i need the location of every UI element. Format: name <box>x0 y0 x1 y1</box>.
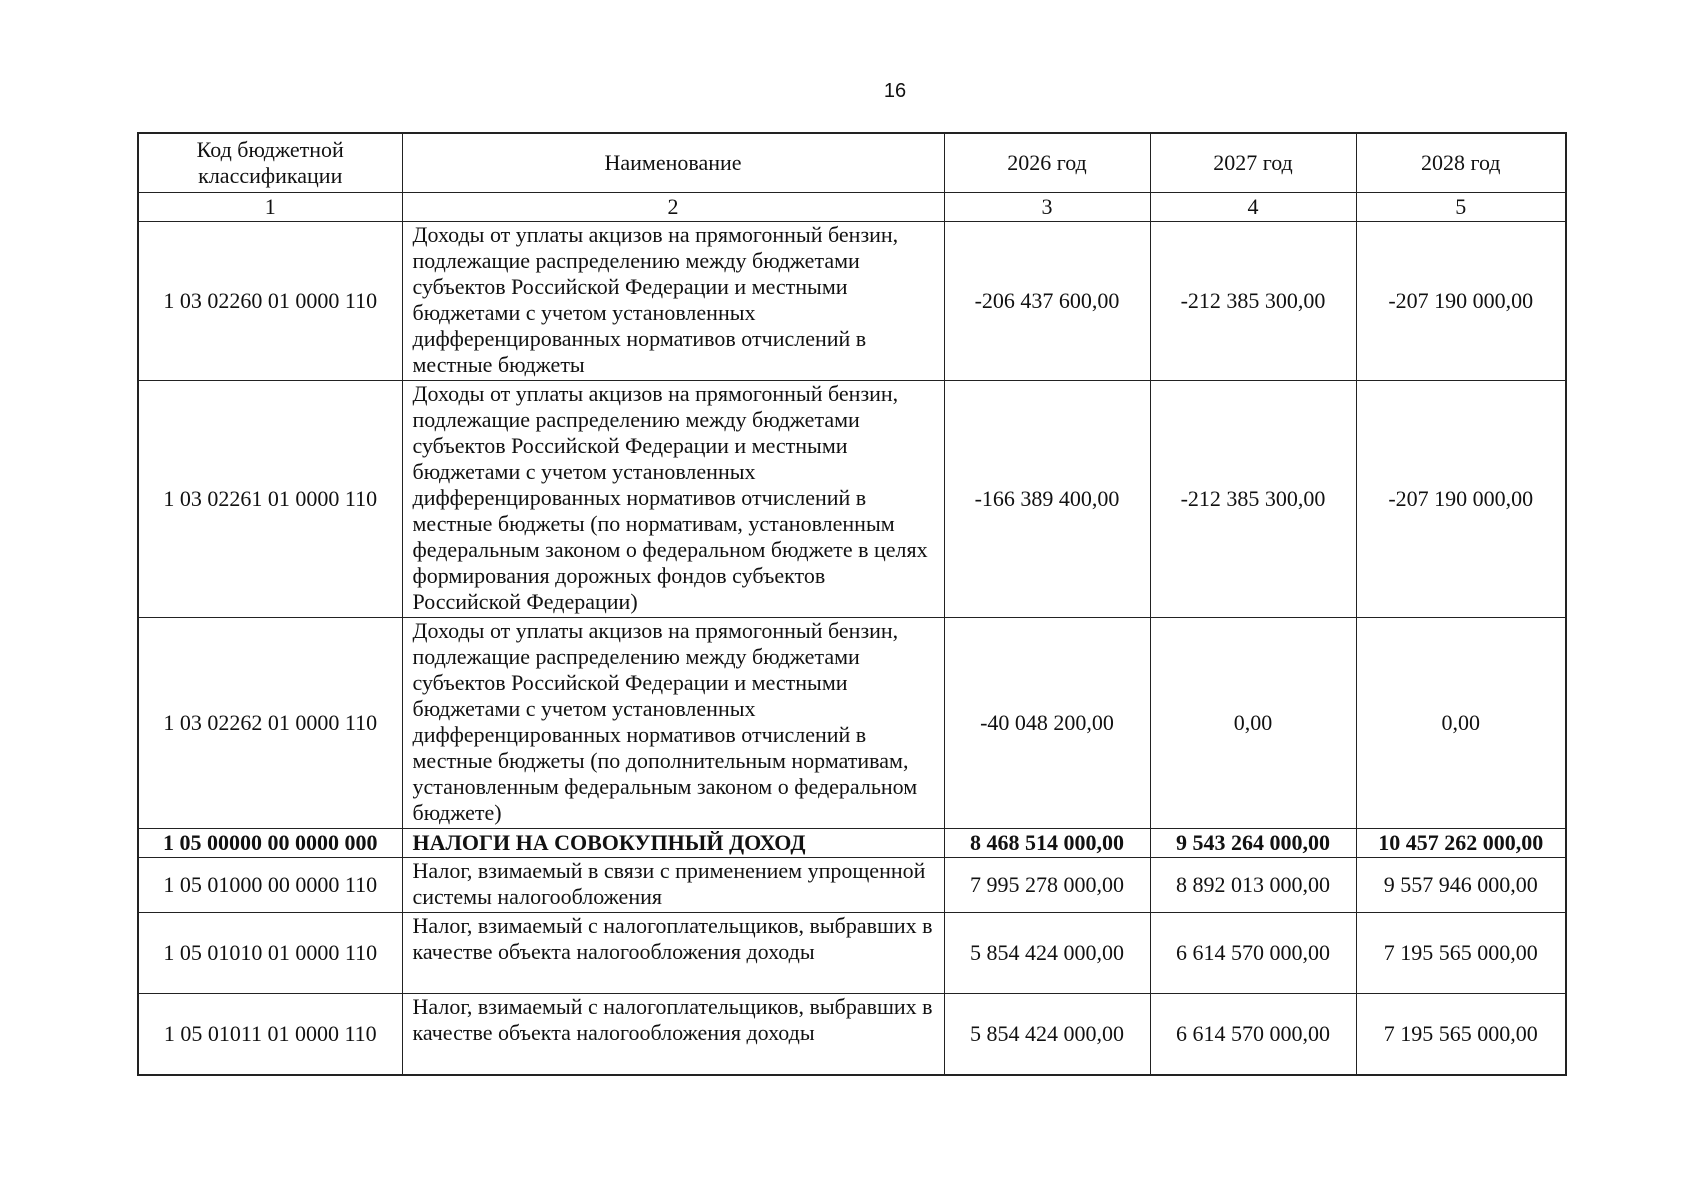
row-value-2028: 7 195 565 000,00 <box>1356 913 1566 994</box>
row-value-2028: 10 457 262 000,00 <box>1356 829 1566 858</box>
table-row <box>138 994 1566 1076</box>
row-code: 1 05 00000 00 0000 000 <box>138 829 402 858</box>
row-value-2026: -40 048 200,00 <box>944 618 1150 829</box>
header-2028: 2028 год <box>1356 133 1566 193</box>
table-header-row <box>138 133 1566 193</box>
row-value-2027: -212 385 300,00 <box>1150 381 1356 618</box>
row-name: Налог, взимаемый с налогоплательщиков, выбравших в качестве объекта налогообложения доходы <box>402 994 944 1076</box>
row-value-2027: 8 892 013 000,00 <box>1150 858 1356 913</box>
row-value-2026: 5 854 424 000,00 <box>944 994 1150 1076</box>
row-value-2026: 8 468 514 000,00 <box>944 829 1150 858</box>
row-value-2028: 7 195 565 000,00 <box>1356 994 1566 1076</box>
header-name: Наименование <box>402 133 944 193</box>
table-row <box>138 913 1566 994</box>
column-number: 2 <box>402 193 944 222</box>
column-number: 4 <box>1150 193 1356 222</box>
row-name: НАЛОГИ НА СОВОКУПНЫЙ ДОХОД <box>402 829 944 858</box>
column-number: 1 <box>138 193 402 222</box>
row-value-2027: 6 614 570 000,00 <box>1150 913 1356 994</box>
column-number: 3 <box>944 193 1150 222</box>
row-name: Налог, взимаемый с налогоплательщиков, выбравших в качестве объекта налогообложения доходы <box>402 913 944 994</box>
row-value-2028: 9 557 946 000,00 <box>1356 858 1566 913</box>
row-value-2027: -212 385 300,00 <box>1150 222 1356 381</box>
row-code: 1 03 02262 01 0000 110 <box>138 618 402 829</box>
row-value-2027: 0,00 <box>1150 618 1356 829</box>
row-value-2027: 9 543 264 000,00 <box>1150 829 1356 858</box>
row-value-2028: 0,00 <box>1356 618 1566 829</box>
column-number-row <box>138 193 1566 222</box>
table-row <box>138 618 1566 829</box>
header-2027: 2027 год <box>1150 133 1356 193</box>
row-code: 1 03 02260 01 0000 110 <box>138 222 402 381</box>
table-row <box>138 858 1566 913</box>
row-code: 1 05 01010 01 0000 110 <box>138 913 402 994</box>
row-value-2026: -206 437 600,00 <box>944 222 1150 381</box>
row-value-2028: -207 190 000,00 <box>1356 222 1566 381</box>
row-value-2028: -207 190 000,00 <box>1356 381 1566 618</box>
row-name: Доходы от уплаты акцизов на прямогонный бензин, подлежащие распределению между бюджетами субъектов Российской Федерации и местными бюджетами с учетом установленных дифференцированных нормативов отчислений в местные бюджеты <box>402 222 944 381</box>
table-row-total <box>138 829 1566 858</box>
row-value-2026: 5 854 424 000,00 <box>944 913 1150 994</box>
row-name: Доходы от уплаты акцизов на прямогонный бензин, подлежащие распределению между бюджетами субъектов Российской Федерации и местными бюджетами с учетом установленных дифференцированных нормативов отчислений в местные бюджеты (по нормативам, установленным федеральным законом о федеральном бюджете в целях формирования дорожных фондов субъектов Российской Федерации) <box>402 381 944 618</box>
row-code: 1 03 02261 01 0000 110 <box>138 381 402 618</box>
header-2026: 2026 год <box>944 133 1150 193</box>
row-value-2026: 7 995 278 000,00 <box>944 858 1150 913</box>
header-code: Код бюджетной классификации <box>138 133 402 193</box>
table-row <box>138 381 1566 618</box>
row-value-2026: -166 389 400,00 <box>944 381 1150 618</box>
row-value-2027: 6 614 570 000,00 <box>1150 994 1356 1076</box>
row-name: Налог, взимаемый в связи с применением упрощенной системы налогообложения <box>402 858 944 913</box>
row-name: Доходы от уплаты акцизов на прямогонный бензин, подлежащие распределению между бюджетами субъектов Российской Федерации и местными бюджетами с учетом установленных дифференцированных нормативов отчислений в местные бюджеты (по дополнительным нормативам, установленным федеральным законом о федеральном бюджете) <box>402 618 944 829</box>
table-row <box>138 222 1566 381</box>
budget-revenue-table <box>137 132 1567 1076</box>
column-number: 5 <box>1356 193 1566 222</box>
row-code: 1 05 01011 01 0000 110 <box>138 994 402 1076</box>
row-code: 1 05 01000 00 0000 110 <box>138 858 402 913</box>
page-number: 16 <box>883 80 907 102</box>
